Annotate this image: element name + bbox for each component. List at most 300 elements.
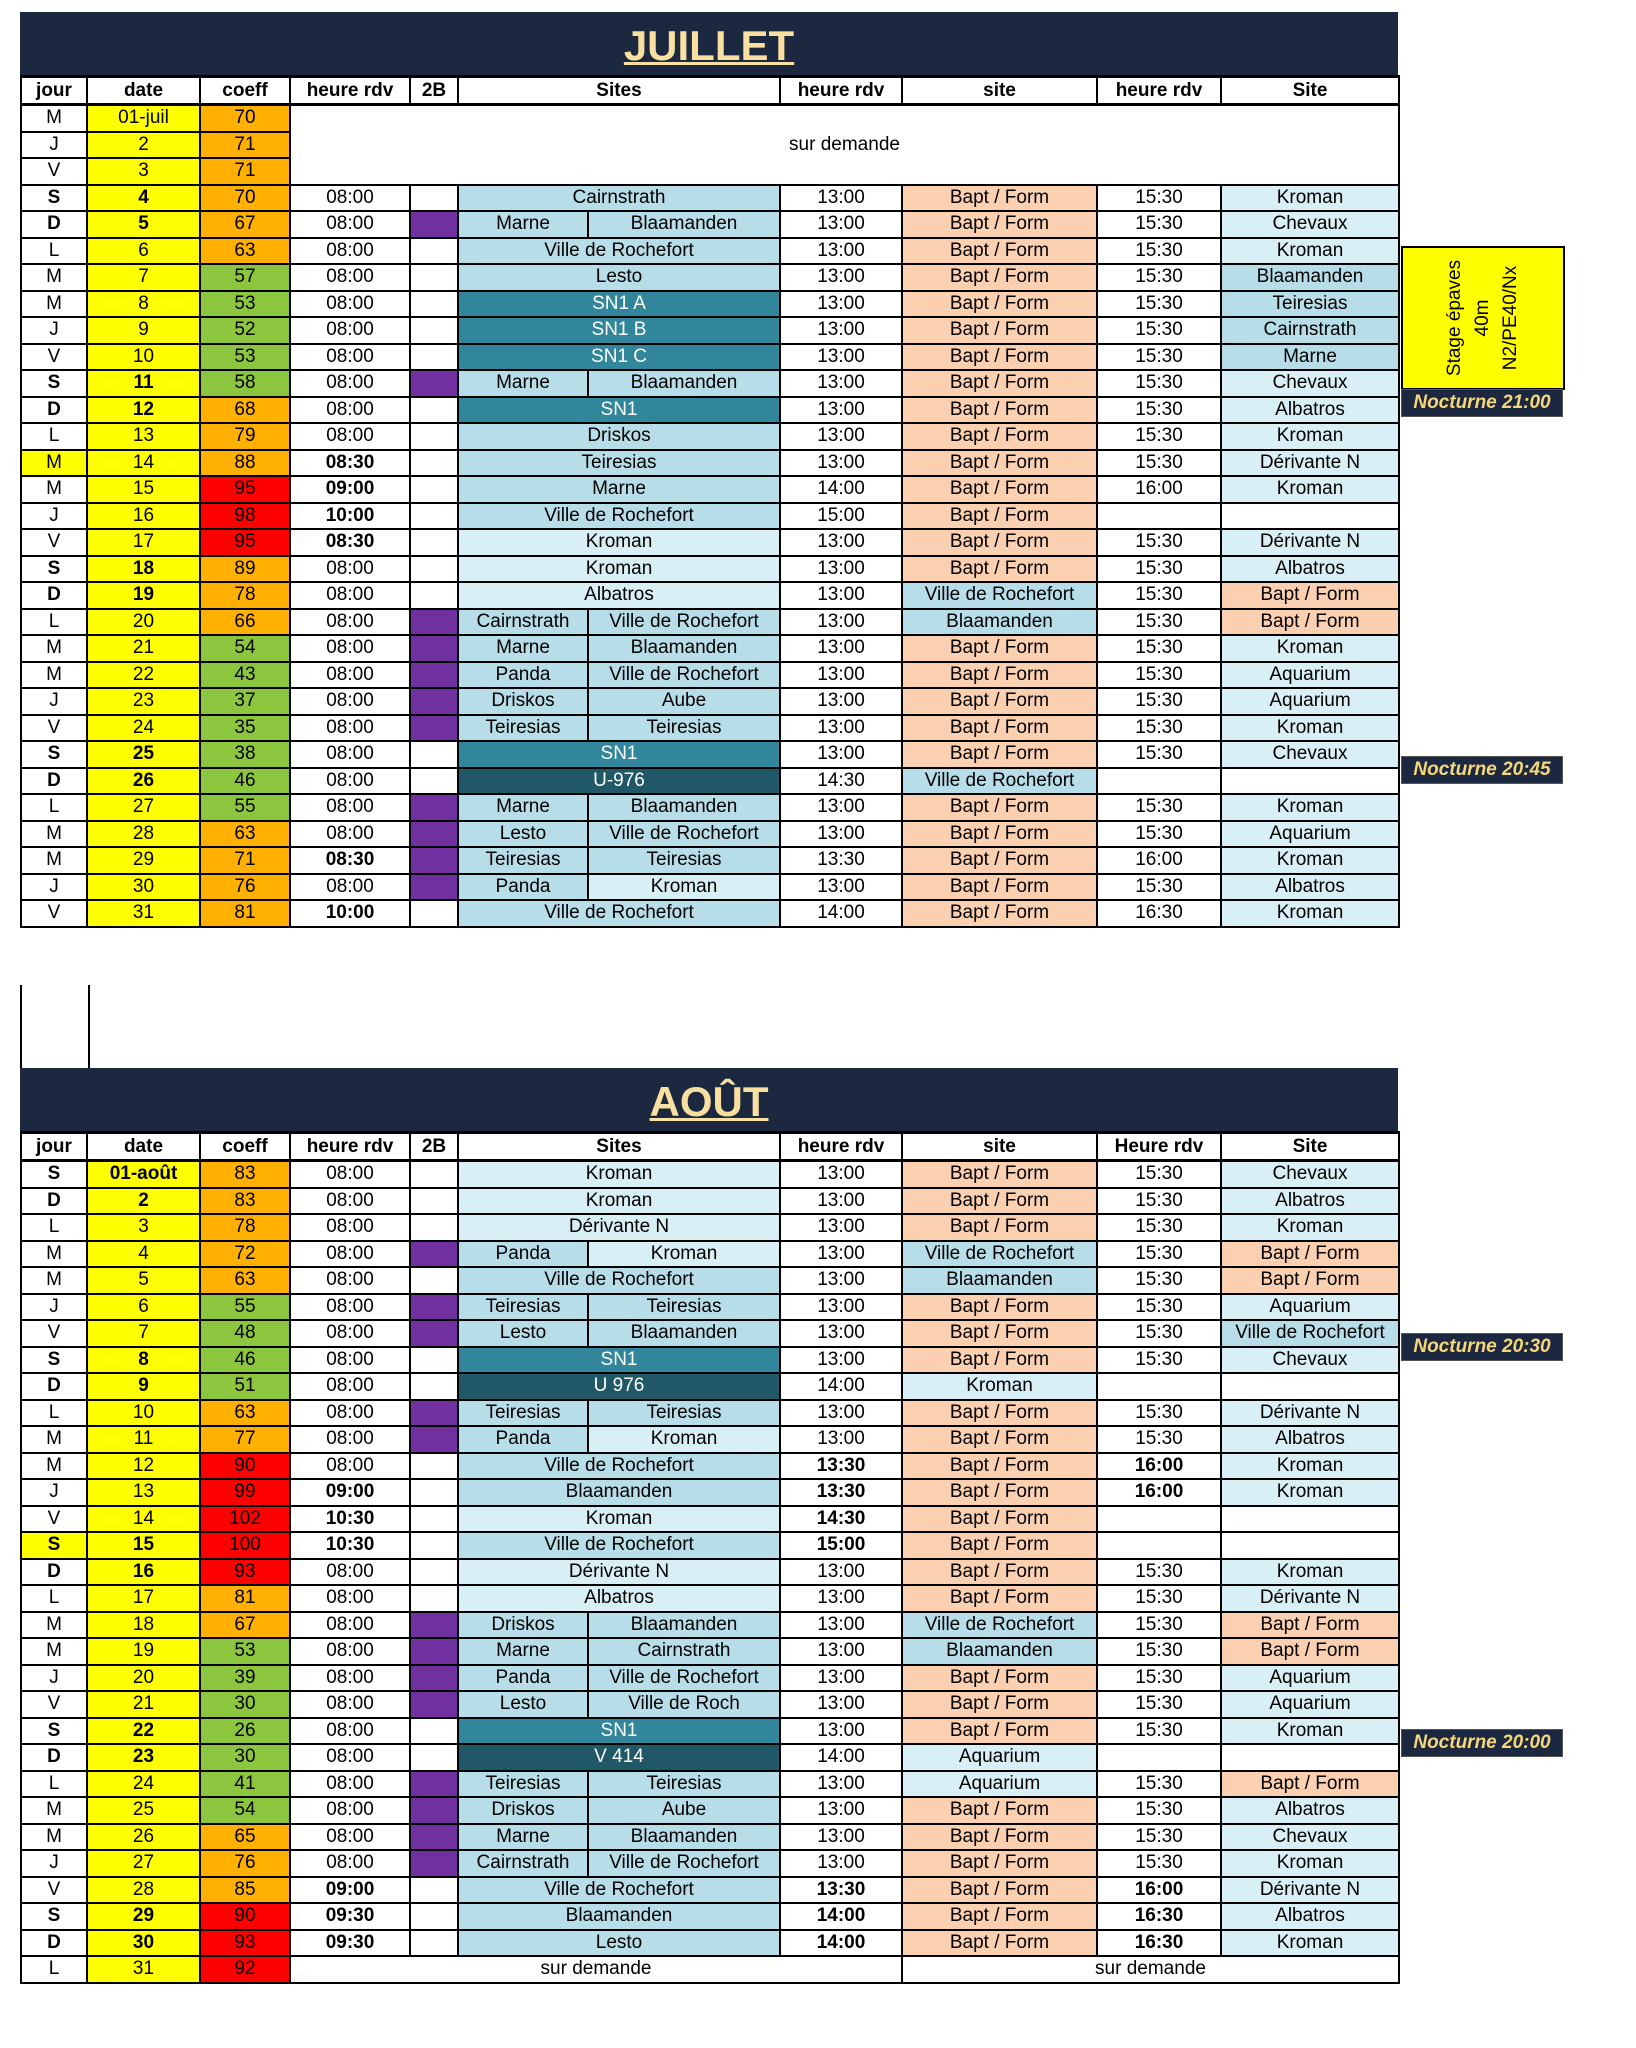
- late-site-cell: Chevaux: [1221, 1347, 1399, 1374]
- afternoon-site-cell: Bapt / Form: [902, 1718, 1097, 1745]
- afternoon-site-cell: Bapt / Form: [902, 1877, 1097, 1904]
- date-cell: 10: [87, 1400, 200, 1427]
- afternoon-time-cell: 13:00: [780, 1320, 902, 1347]
- day-cell: M: [21, 1638, 87, 1665]
- afternoon-time-cell: 14:00: [780, 1930, 902, 1957]
- site-b: Blaamanden: [589, 1613, 779, 1638]
- site-b: Ville de Rochefort: [589, 1666, 779, 1691]
- date-cell: 26: [87, 1824, 200, 1851]
- coeff-cell: 26: [200, 1718, 290, 1745]
- late-time-cell: [1097, 1506, 1221, 1533]
- 2b-cell: [410, 1850, 458, 1877]
- 2b-cell: [410, 1214, 458, 1241]
- date-cell: 12: [87, 1453, 200, 1480]
- site-a: Lesto: [459, 822, 589, 847]
- morning-time-cell: 08:00: [290, 238, 410, 265]
- afternoon-time-cell: 13:00: [780, 794, 902, 821]
- afternoon-time-cell: 13:00: [780, 1771, 902, 1798]
- late-time-cell: 15:30: [1097, 1850, 1221, 1877]
- day-cell: M: [21, 1824, 87, 1851]
- late-site-cell: Kroman: [1221, 423, 1399, 450]
- late-time-cell: 15:30: [1097, 1638, 1221, 1665]
- morning-sites-cell: [458, 1824, 780, 1851]
- site-b: Blaamanden: [589, 1825, 779, 1850]
- afternoon-time-cell: 13:00: [780, 635, 902, 662]
- date-cell: 3: [87, 158, 200, 185]
- afternoon-site-cell: Bapt / Form: [902, 211, 1097, 238]
- day-cell: M: [21, 635, 87, 662]
- morning-time-cell: 08:30: [290, 529, 410, 556]
- date-cell: 14: [87, 1506, 200, 1533]
- afternoon-site-cell: Bapt / Form: [902, 1532, 1097, 1559]
- late-site-cell: Aquarium: [1221, 1691, 1399, 1718]
- date-cell: 16: [87, 1559, 200, 1586]
- date-cell: 15: [87, 1532, 200, 1559]
- late-time-cell: [1097, 768, 1221, 795]
- morning-time-cell: 08:00: [290, 185, 410, 212]
- day-cell: D: [21, 397, 87, 424]
- afternoon-site-cell: Bapt / Form: [902, 264, 1097, 291]
- site-b: Blaamanden: [589, 1321, 779, 1346]
- schedule-row: [21, 1797, 1399, 1824]
- july-banner: [20, 12, 1398, 75]
- late-site-cell: Kroman: [1221, 1850, 1399, 1877]
- 2b-cell: [410, 185, 458, 212]
- late-time-cell: 15:30: [1097, 185, 1221, 212]
- coeff-cell: 46: [200, 768, 290, 795]
- 2b-cell: [410, 450, 458, 477]
- late-time-cell: 15:30: [1097, 1824, 1221, 1851]
- afternoon-site-cell: Bapt / Form: [902, 370, 1097, 397]
- late-site-cell: Kroman: [1221, 635, 1399, 662]
- day-cell: D: [21, 582, 87, 609]
- day-cell: S: [21, 1161, 87, 1188]
- schedule-row: [21, 1347, 1399, 1374]
- morning-sites-cell: [458, 211, 780, 238]
- late-time-cell: 15:30: [1097, 1188, 1221, 1215]
- 2b-cell: [410, 1930, 458, 1957]
- 2b-cell: [410, 874, 458, 901]
- morning-site-cell: Ville de Rochefort: [458, 1453, 780, 1480]
- date-cell: 17: [87, 1585, 200, 1612]
- late-time-cell: 15:30: [1097, 238, 1221, 265]
- afternoon-time-cell: 13:00: [780, 370, 902, 397]
- late-time-cell: 16:00: [1097, 1877, 1221, 1904]
- morning-site-cell: U 976: [458, 1373, 780, 1400]
- morning-time-cell: 09:00: [290, 1479, 410, 1506]
- date-cell: 5: [87, 211, 200, 238]
- schedule-row: [21, 1426, 1399, 1453]
- afternoon-time-cell: 14:00: [780, 1373, 902, 1400]
- date-cell: 24: [87, 1771, 200, 1798]
- late-site-cell: Aquarium: [1221, 662, 1399, 689]
- day-cell: M: [21, 1426, 87, 1453]
- morning-time-cell: 08:00: [290, 1400, 410, 1427]
- afternoon-time-cell: 13:00: [780, 582, 902, 609]
- morning-site-cell: Ville de Rochefort: [458, 1877, 780, 1904]
- coeff-cell: 71: [200, 847, 290, 874]
- morning-sites-cell: [458, 847, 780, 874]
- 2b-cell: [410, 847, 458, 874]
- late-time-cell: 15:30: [1097, 1797, 1221, 1824]
- afternoon-site-cell: Bapt / Form: [902, 1426, 1097, 1453]
- schedule-row: [21, 768, 1399, 795]
- date-cell: 22: [87, 1718, 200, 1745]
- schedule-row: [21, 1320, 1399, 1347]
- coeff-cell: 70: [200, 105, 290, 132]
- morning-time-cell: 08:00: [290, 317, 410, 344]
- afternoon-site-cell: Bapt / Form: [902, 1824, 1097, 1851]
- 2b-cell: [410, 1373, 458, 1400]
- day-cell: V: [21, 344, 87, 371]
- date-cell: 23: [87, 688, 200, 715]
- morning-site-cell: Lesto: [458, 264, 780, 291]
- site-a: Cairnstrath: [459, 610, 589, 635]
- coeff-cell: 51: [200, 1373, 290, 1400]
- stage-line-1: Stage épaves: [1444, 259, 1465, 377]
- afternoon-site-cell: Bapt / Form: [902, 1930, 1097, 1957]
- 2b-cell: [410, 503, 458, 530]
- 2b-cell: [410, 1320, 458, 1347]
- morning-sites-cell: [458, 715, 780, 742]
- date-cell: 18: [87, 1612, 200, 1639]
- morning-sites-cell: [458, 794, 780, 821]
- day-cell: J: [21, 1665, 87, 1692]
- column-header: jour: [21, 1133, 87, 1161]
- coeff-cell: 39: [200, 1665, 290, 1692]
- site-a: Panda: [459, 1666, 589, 1691]
- july-header-row: [21, 77, 1399, 105]
- coeff-cell: 70: [200, 185, 290, 212]
- schedule-row: [21, 688, 1399, 715]
- late-site-cell: Aquarium: [1221, 688, 1399, 715]
- afternoon-time-cell: 14:00: [780, 476, 902, 503]
- afternoon-time-cell: 15:00: [780, 503, 902, 530]
- morning-time-cell: 08:00: [290, 370, 410, 397]
- morning-site-cell: Kroman: [458, 1161, 780, 1188]
- coeff-cell: 90: [200, 1903, 290, 1930]
- day-cell: M: [21, 1453, 87, 1480]
- late-time-cell: 15:30: [1097, 741, 1221, 768]
- afternoon-site-cell: Bapt / Form: [902, 556, 1097, 583]
- morning-site-cell: Ville de Rochefort: [458, 503, 780, 530]
- afternoon-site-cell: Bapt / Form: [902, 344, 1097, 371]
- morning-site-cell: Albatros: [458, 1585, 780, 1612]
- 2b-cell: [410, 529, 458, 556]
- afternoon-time-cell: 13:00: [780, 423, 902, 450]
- column-header: date: [87, 77, 200, 105]
- day-cell: J: [21, 1479, 87, 1506]
- date-cell: 28: [87, 821, 200, 848]
- date-cell: 5: [87, 1267, 200, 1294]
- site-b: Ville de Roch: [589, 1692, 779, 1717]
- 2b-cell: [410, 317, 458, 344]
- column-header: heure rdv: [290, 1133, 410, 1161]
- site-a: Panda: [459, 875, 589, 900]
- site-b: Aube: [589, 689, 779, 714]
- schedule-row: [21, 1453, 1399, 1480]
- nocturne-note: Nocturne 21:00: [1401, 389, 1563, 417]
- late-time-cell: 15:30: [1097, 1718, 1221, 1745]
- day-cell: D: [21, 1373, 87, 1400]
- site-a: Marne: [459, 1639, 589, 1664]
- 2b-cell: [410, 1241, 458, 1268]
- late-time-cell: [1097, 1744, 1221, 1771]
- coeff-cell: 52: [200, 317, 290, 344]
- schedule-row: [21, 397, 1399, 424]
- 2b-cell: [410, 1559, 458, 1586]
- site-a: Driskos: [459, 1798, 589, 1823]
- schedule-row: [21, 1532, 1399, 1559]
- day-cell: M: [21, 847, 87, 874]
- schedule-row: [21, 1214, 1399, 1241]
- site-a: Marne: [459, 371, 589, 396]
- day-cell: D: [21, 211, 87, 238]
- coeff-cell: 43: [200, 662, 290, 689]
- coeff-cell: 63: [200, 1400, 290, 1427]
- afternoon-site-cell: Aquarium: [902, 1744, 1097, 1771]
- late-time-cell: 15:30: [1097, 529, 1221, 556]
- coeff-cell: 71: [200, 132, 290, 159]
- late-site-cell: Kroman: [1221, 1453, 1399, 1480]
- morning-time-cell: 10:30: [290, 1506, 410, 1533]
- schedule-row: [21, 1877, 1399, 1904]
- day-cell: D: [21, 1930, 87, 1957]
- schedule-row: [21, 609, 1399, 636]
- coeff-cell: 67: [200, 1612, 290, 1639]
- date-cell: 8: [87, 1347, 200, 1374]
- on-demand-cell: sur demande: [290, 105, 1399, 185]
- date-cell: 9: [87, 317, 200, 344]
- afternoon-time-cell: 13:00: [780, 317, 902, 344]
- afternoon-time-cell: 14:00: [780, 1744, 902, 1771]
- late-site-cell: Kroman: [1221, 1214, 1399, 1241]
- late-time-cell: 15:30: [1097, 1241, 1221, 1268]
- schedule-row: [21, 317, 1399, 344]
- afternoon-time-cell: 13:00: [780, 1426, 902, 1453]
- late-site-cell: Chevaux: [1221, 211, 1399, 238]
- stage-line-2: 40m: [1472, 299, 1493, 337]
- morning-time-cell: 08:00: [290, 1214, 410, 1241]
- late-time-cell: 15:30: [1097, 317, 1221, 344]
- morning-site-cell: SN1: [458, 1347, 780, 1374]
- coeff-cell: 30: [200, 1691, 290, 1718]
- morning-time-cell: 08:00: [290, 1718, 410, 1745]
- morning-time-cell: 08:00: [290, 874, 410, 901]
- 2b-cell: [410, 1347, 458, 1374]
- morning-sites-cell: [458, 1850, 780, 1877]
- late-site-cell: Dérivante N: [1221, 1585, 1399, 1612]
- morning-sites-cell: [458, 1426, 780, 1453]
- column-header: heure rdv: [780, 77, 902, 105]
- coeff-cell: 78: [200, 1214, 290, 1241]
- 2b-cell: [410, 1267, 458, 1294]
- schedule-row: [21, 1188, 1399, 1215]
- day-cell: M: [21, 476, 87, 503]
- nocturne-note: Nocturne 20:00: [1401, 1729, 1563, 1757]
- late-site-cell: Marne: [1221, 344, 1399, 371]
- site-a: Marne: [459, 1825, 589, 1850]
- late-time-cell: 15:30: [1097, 794, 1221, 821]
- day-cell: D: [21, 768, 87, 795]
- late-time-cell: 16:30: [1097, 900, 1221, 927]
- 2b-cell: [410, 1824, 458, 1851]
- spacer: [20, 985, 90, 1068]
- coeff-cell: 57: [200, 264, 290, 291]
- coeff-cell: 100: [200, 1532, 290, 1559]
- august-title: AOÛT: [649, 1078, 769, 1125]
- afternoon-site-cell: Bapt / Form: [902, 1850, 1097, 1877]
- date-cell: 24: [87, 715, 200, 742]
- afternoon-site-cell: Bapt / Form: [902, 503, 1097, 530]
- column-header: Heure rdv: [1097, 1133, 1221, 1161]
- date-cell: 8: [87, 291, 200, 318]
- site-a: Panda: [459, 1242, 589, 1267]
- coeff-cell: 58: [200, 370, 290, 397]
- day-cell: L: [21, 609, 87, 636]
- afternoon-site-cell: Ville de Rochefort: [902, 768, 1097, 795]
- afternoon-time-cell: 13:00: [780, 662, 902, 689]
- 2b-cell: [410, 821, 458, 848]
- site-b: Teiresias: [589, 848, 779, 873]
- coeff-cell: 54: [200, 635, 290, 662]
- on-demand-cell: sur demande: [902, 1956, 1399, 1983]
- date-cell: 30: [87, 874, 200, 901]
- schedule-row: [21, 1824, 1399, 1851]
- stage-epaves-note: [1401, 246, 1565, 390]
- morning-sites-cell: [458, 635, 780, 662]
- site-a: Panda: [459, 1427, 589, 1452]
- late-time-cell: 15:30: [1097, 1559, 1221, 1586]
- late-time-cell: 15:30: [1097, 264, 1221, 291]
- coeff-cell: 35: [200, 715, 290, 742]
- site-a: Teiresias: [459, 848, 589, 873]
- 2b-cell: [410, 1585, 458, 1612]
- afternoon-site-cell: Bapt / Form: [902, 397, 1097, 424]
- schedule-row: [21, 556, 1399, 583]
- afternoon-time-cell: 13:30: [780, 1479, 902, 1506]
- afternoon-time-cell: 13:00: [780, 1691, 902, 1718]
- date-cell: 19: [87, 1638, 200, 1665]
- site-b: Aube: [589, 1798, 779, 1823]
- date-cell: 14: [87, 450, 200, 477]
- afternoon-time-cell: 13:00: [780, 1214, 902, 1241]
- morning-time-cell: 08:00: [290, 1585, 410, 1612]
- morning-site-cell: Driskos: [458, 423, 780, 450]
- date-cell: 17: [87, 529, 200, 556]
- morning-time-cell: 08:00: [290, 1294, 410, 1321]
- afternoon-time-cell: 13:00: [780, 211, 902, 238]
- late-site-cell: Albatros: [1221, 874, 1399, 901]
- site-a: Lesto: [459, 1692, 589, 1717]
- schedule-row: [21, 1612, 1399, 1639]
- afternoon-time-cell: 13:30: [780, 1877, 902, 1904]
- morning-site-cell: Dérivante N: [458, 1559, 780, 1586]
- day-cell: M: [21, 662, 87, 689]
- late-site-cell: Chevaux: [1221, 370, 1399, 397]
- 2b-cell: [410, 397, 458, 424]
- schedule-row: [21, 794, 1399, 821]
- 2b-cell: [410, 794, 458, 821]
- late-time-cell: 15:30: [1097, 423, 1221, 450]
- afternoon-site-cell: Bapt / Form: [902, 185, 1097, 212]
- morning-sites-cell: [458, 1797, 780, 1824]
- nocturne-note: Nocturne 20:30: [1401, 1333, 1563, 1361]
- column-header: Sites: [458, 1133, 780, 1161]
- date-cell: 27: [87, 1850, 200, 1877]
- schedule-row: [21, 1771, 1399, 1798]
- 2b-cell: [410, 1665, 458, 1692]
- late-site-cell: Bapt / Form: [1221, 1267, 1399, 1294]
- late-site-cell: Chevaux: [1221, 741, 1399, 768]
- 2b-cell: [410, 423, 458, 450]
- morning-site-cell: Dérivante N: [458, 1214, 780, 1241]
- schedule-row: [21, 1903, 1399, 1930]
- 2b-cell: [410, 1771, 458, 1798]
- coeff-cell: 88: [200, 450, 290, 477]
- coeff-cell: 41: [200, 1771, 290, 1798]
- schedule-row: [21, 529, 1399, 556]
- day-cell: M: [21, 450, 87, 477]
- date-cell: 12: [87, 397, 200, 424]
- 2b-cell: [410, 1797, 458, 1824]
- morning-sites-cell: [458, 370, 780, 397]
- day-cell: D: [21, 1744, 87, 1771]
- late-site-cell: Kroman: [1221, 476, 1399, 503]
- late-site-cell: Albatros: [1221, 556, 1399, 583]
- coeff-cell: 72: [200, 1241, 290, 1268]
- afternoon-time-cell: 13:00: [780, 344, 902, 371]
- afternoon-time-cell: 13:00: [780, 1718, 902, 1745]
- late-time-cell: 16:00: [1097, 847, 1221, 874]
- schedule-row: [21, 900, 1399, 927]
- morning-site-cell: Blaamanden: [458, 1479, 780, 1506]
- late-time-cell: 15:30: [1097, 688, 1221, 715]
- day-cell: L: [21, 1771, 87, 1798]
- morning-site-cell: Blaamanden: [458, 1903, 780, 1930]
- afternoon-site-cell: Bapt / Form: [902, 741, 1097, 768]
- afternoon-site-cell: Bapt / Form: [902, 900, 1097, 927]
- morning-time-cell: 08:00: [290, 1559, 410, 1586]
- afternoon-site-cell: Bapt / Form: [902, 450, 1097, 477]
- late-time-cell: 16:30: [1097, 1903, 1221, 1930]
- late-time-cell: 15:30: [1097, 609, 1221, 636]
- afternoon-time-cell: 13:00: [780, 715, 902, 742]
- date-cell: 4: [87, 185, 200, 212]
- day-cell: L: [21, 1400, 87, 1427]
- late-site-cell: Bapt / Form: [1221, 1612, 1399, 1639]
- column-header: heure rdv: [1097, 77, 1221, 105]
- afternoon-site-cell: Aquarium: [902, 1771, 1097, 1798]
- 2b-cell: [410, 1903, 458, 1930]
- stage-line-3: N2/PE40/Nx: [1500, 265, 1521, 371]
- day-cell: V: [21, 158, 87, 185]
- morning-time-cell: 08:00: [290, 1188, 410, 1215]
- date-cell: 30: [87, 1930, 200, 1957]
- date-cell: 23: [87, 1744, 200, 1771]
- late-time-cell: 15:30: [1097, 1267, 1221, 1294]
- site-a: Marne: [459, 636, 589, 661]
- schedule-row: [21, 1956, 1399, 1983]
- day-cell: V: [21, 900, 87, 927]
- column-header: heure rdv: [780, 1133, 902, 1161]
- day-cell: M: [21, 821, 87, 848]
- day-cell: J: [21, 1294, 87, 1321]
- coeff-cell: 83: [200, 1188, 290, 1215]
- date-cell: 13: [87, 423, 200, 450]
- coeff-cell: 54: [200, 1797, 290, 1824]
- date-cell: 11: [87, 370, 200, 397]
